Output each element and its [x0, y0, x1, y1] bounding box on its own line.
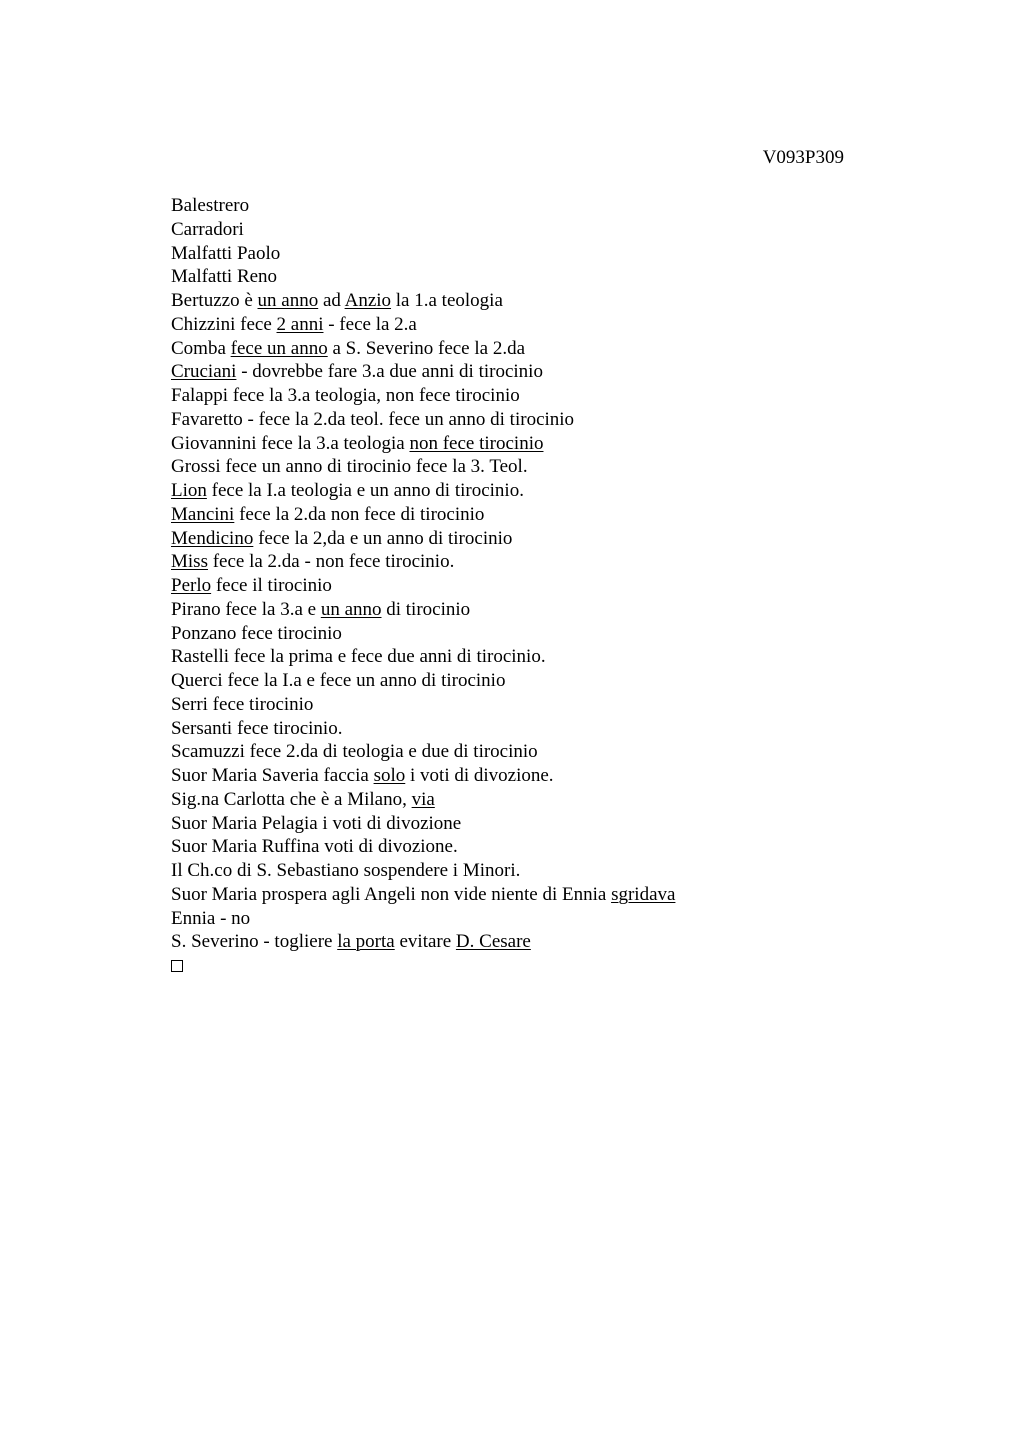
text-segment: Ennia - no: [171, 907, 251, 929]
text-line: [171, 503, 891, 527]
text-segment: Il Ch.co di S. Sebastiano sospendere i Minori.: [171, 860, 521, 881]
underlined-text: la porta: [337, 931, 395, 953]
text-segment: Malfatti Paolo: [171, 242, 281, 264]
text-line: [171, 527, 891, 551]
text-line: [171, 693, 891, 717]
text-segment: fece la 2.da - non fece tirocinio.: [207, 551, 455, 573]
underlined-text: sgridava: [611, 883, 676, 905]
end-marker-line: [171, 954, 891, 978]
text-line: [171, 550, 891, 574]
text-segment: Pirano fece la 3.a e: [171, 598, 321, 620]
text-line: [171, 622, 891, 646]
text-line: [171, 265, 891, 289]
text-segment: fece la 2.da non fece di tirocinio: [234, 503, 485, 525]
underlined-text: via: [411, 788, 435, 810]
text-segment: Bertuzzo è: [171, 290, 258, 311]
text-line: [171, 669, 891, 693]
text-line: [171, 313, 891, 337]
text-segment: Falappi fece la 3.a teologia, non fece tirocinio: [171, 385, 520, 406]
document-body: [171, 194, 891, 978]
text-segment: Sersanti fece tirocinio.: [171, 717, 343, 739]
empty-square-icon: [171, 960, 183, 972]
text-line: [171, 289, 891, 313]
underlined-text: Perlo: [171, 575, 212, 596]
text-segment: Malfatti Reno: [171, 266, 278, 288]
text-segment: Sig.na Carlotta che è a Milano,: [171, 788, 412, 810]
text-line: [171, 432, 891, 456]
text-segment: la 1.a teologia: [391, 290, 503, 311]
page-identifier: V093P309: [762, 147, 844, 168]
text-segment: evitare: [394, 931, 456, 953]
text-segment: fece la I.a teologia e un anno di tirocinio.: [206, 480, 524, 501]
underlined-text: un anno: [257, 290, 319, 311]
text-line: [171, 645, 891, 669]
text-segment: Giovannini fece la 3.a teologia: [171, 432, 410, 454]
text-segment: i voti di divozione.: [405, 765, 554, 786]
underlined-text: Cruciani: [171, 361, 237, 383]
text-line: [171, 788, 891, 812]
text-segment: Suor Maria Pelagia i voti di divozione: [171, 812, 462, 834]
text-line: [171, 859, 891, 883]
text-segment: - dovrebbe fare 3.a due anni di tirocinio: [236, 361, 543, 383]
text-segment: Ponzano fece tirocinio: [171, 622, 342, 644]
underlined-text: un anno: [320, 598, 382, 620]
text-line: [171, 883, 891, 907]
text-line: [171, 242, 891, 266]
text-line: [171, 574, 891, 598]
underlined-text: Anzio: [344, 290, 392, 311]
text-line: [171, 740, 891, 764]
text-segment: Suor Maria prospera agli Angeli non vide niente di Ennia: [171, 883, 612, 905]
text-segment: Suor Maria Saveria faccia: [171, 765, 374, 786]
text-segment: Comba: [171, 337, 231, 359]
text-segment: Querci fece la I.a e fece un anno di tirocinio: [171, 670, 506, 691]
text-segment: a S. Severino fece la 2.da: [327, 337, 526, 359]
text-segment: Balestrero: [171, 195, 250, 216]
text-segment: Chizzini fece: [171, 313, 277, 335]
text-line: [171, 218, 891, 242]
text-segment: Carradori: [171, 218, 244, 240]
underlined-text: solo: [373, 765, 406, 786]
underlined-text: Mancini: [171, 503, 235, 525]
text-segment: di tirocinio: [381, 598, 471, 620]
text-line: [171, 812, 891, 836]
text-line: [171, 835, 891, 859]
text-segment: - fece la 2.a: [323, 313, 417, 335]
underlined-text: D. Cesare: [455, 931, 531, 953]
underlined-text: 2 anni: [276, 313, 324, 335]
text-line: [171, 907, 891, 931]
text-segment: S. Severino - togliere: [171, 931, 338, 953]
text-line: [171, 455, 891, 479]
text-line: [171, 194, 891, 218]
text-line: [171, 479, 891, 503]
text-segment: fece il tirocinio: [211, 575, 332, 596]
text-segment: Favaretto - fece la 2.da teol. fece un anno di tirocinio: [171, 408, 575, 430]
text-segment: Scamuzzi fece 2.da di teologia e due di tirocinio: [171, 741, 538, 763]
text-segment: ad: [318, 290, 345, 311]
underlined-text: Mendicino: [171, 527, 254, 549]
text-line: [171, 717, 891, 741]
text-segment: Suor Maria Ruffina voti di divozione.: [171, 836, 458, 858]
text-line: [171, 337, 891, 361]
text-segment: fece la 2,da e un anno di tirocinio: [253, 527, 513, 549]
underlined-text: Miss: [171, 551, 208, 573]
text-line: [171, 408, 891, 432]
text-line: [171, 930, 891, 954]
underlined-text: fece un anno: [230, 337, 328, 359]
text-line: [171, 598, 891, 622]
text-line: [171, 360, 891, 384]
text-segment: Rastelli fece la prima e fece due anni di tirocinio.: [171, 646, 546, 668]
underlined-text: Lion: [171, 480, 207, 501]
text-segment: Grossi fece un anno di tirocinio fece la 3. Teol.: [171, 456, 528, 478]
text-line: [171, 384, 891, 408]
text-line: [171, 764, 891, 788]
underlined-text: non fece tirocinio: [409, 432, 544, 454]
text-segment: Serri fece tirocinio: [171, 693, 314, 715]
